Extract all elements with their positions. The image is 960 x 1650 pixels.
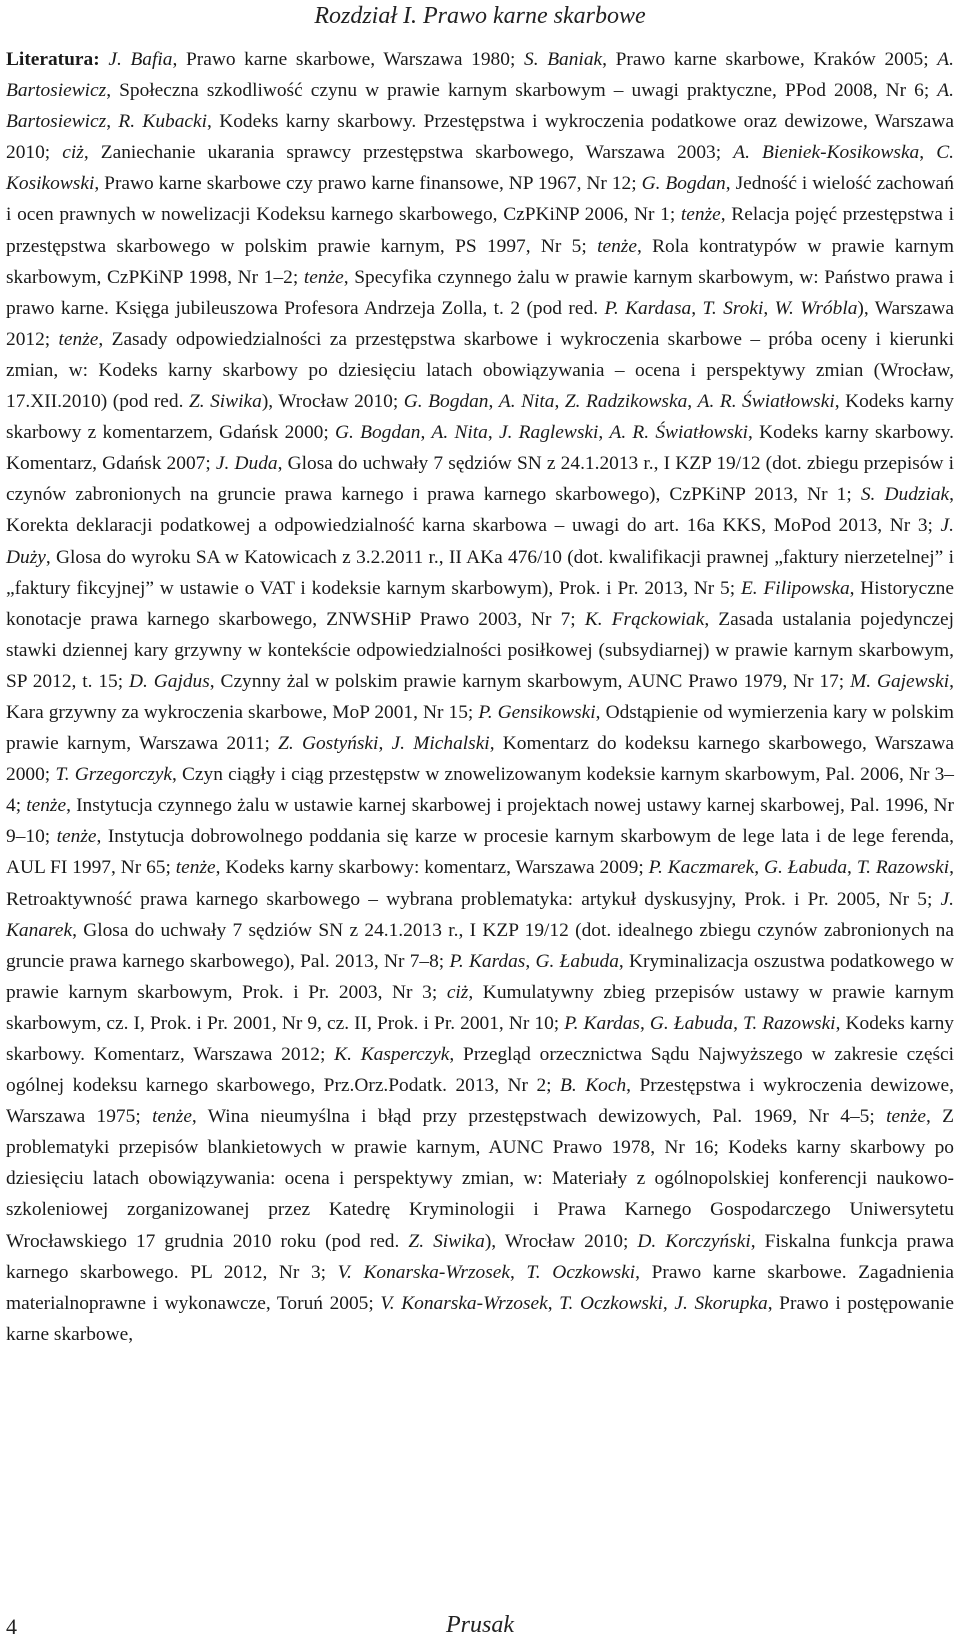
author-name: J. Duda [215, 453, 278, 475]
author-name: P. Kardas [449, 950, 526, 972]
author-name: A. Nita [498, 391, 555, 413]
citation-text: , Glosa do wyroku SA w Katowicach z 3.2.2011 r., II AKa 476/10 (dot. kwalifikacji prawnej „faktury nierzetelnej” i „faktury fikcyjnej” w ustawie o VAT i kodeksie karnym skarbowym), Prok. i Pr. 2013, Nr 5; [6, 546, 954, 599]
citation-text: , Kodeks karny skarbowy. Komentarz, Gdańsk 2007; [6, 422, 954, 475]
citation-text: , Specyfika czynnego żalu w prawie karnym skarbowym, w: Państwo prawa i prawo karne. Księga jubileuszowa Profesora Andrzeja Zolla, t. 2 (pod red. [6, 266, 954, 319]
author-name: J. Skorupka [674, 1292, 768, 1314]
author-name: G. Bogdan [403, 391, 489, 413]
citation-text: , Historyczne konotacje prawa karnego skarbowego, ZNWSHiP Prawo 2003, Nr 7; [6, 577, 954, 630]
citation-text: , Prawo karne skarbowe, Kraków 2005; [602, 49, 938, 70]
citation-text: , [106, 111, 119, 133]
author-name: S. Baniak [524, 49, 603, 70]
author-name: G. Łabuda [649, 1012, 734, 1034]
author-name: J. Kanarek [6, 888, 954, 941]
citation-text: , [754, 857, 765, 879]
author-name: V. Konarska-Wrzosek [337, 1261, 510, 1283]
citation-text: , Kodeks karny skarbowy: komentarz, Warszawa 2009; [215, 857, 649, 879]
citation-text: , Retroaktywność prawa karnego skarbowego – wybrana problematyka: artykuł dyskusyjny, Prok. i Pr. 2005, Nr 5; [6, 857, 955, 910]
citation-text: , Kryminalizacja oszustwa podatkowego w prawie karnym skarbowym, Prok. i Pr. 2003, Nr 3; [6, 950, 954, 1003]
author-name: A. Bartosiewicz [6, 80, 954, 133]
citation-text: , [763, 297, 775, 319]
author-name: B. Koch [560, 1075, 627, 1097]
citation-text: , Kumulatywny zbieg przepisów ustawy w prawie karnym skarbowym, cz. I, Prok. i Pr. 2001, Nr 9, cz. II, Prok. i Pr. 2001, Nr 10; [6, 981, 954, 1034]
author-name: A. Bartosiewicz [6, 49, 954, 102]
literature-label: Literatura: [6, 49, 100, 70]
author-name: tenże [597, 235, 637, 257]
author-name: A. R. Światłowski [697, 391, 835, 413]
author-name: R. Kubacki [118, 111, 208, 133]
citation-text: , Kara grzywny za wykroczenia skarbowe, MoP 2001, Nr 15; [6, 670, 954, 723]
author-name: P. Kaczmarek [648, 857, 755, 879]
author-name: Z. Radzikowska [564, 391, 688, 413]
author-name: tenże [680, 204, 721, 226]
citation-text: , Zasady odpowiedzialności za przestępstwa skarbowe i wykroczenia skarbowe – próba oceny i kierunki zmian, w: Kodeks karny skarbowy po dziesięciu latach obowiązywania – ocena i perspektywy zmian (Wrocław, 17.XII.2010) (pod red. [6, 328, 954, 413]
citation-text: , Prawo i postępowanie karne skarbowe, [6, 1292, 954, 1345]
citation-text: , Kodeks karny skarbowy. Przestępstwa i wykroczenia podatkowe oraz dewizowe, Warszawa 2010; [6, 111, 954, 164]
citation-text: , [733, 1012, 744, 1034]
citation-text: , Wina nieumyślna i błąd przy przestępstwach dewizowych, Pal. 1969, Nr 4–5; [191, 1106, 887, 1128]
author-name: tenże [175, 857, 216, 879]
citation-text: , [547, 1292, 560, 1314]
citation-text: , [554, 391, 565, 413]
author-name: A. Bieniek-Kosikowska [733, 142, 920, 164]
citation-text: , [525, 950, 536, 972]
citation-text: , Instytucja dobrowolnego poddania się karze w procesie karnym skarbowym de lege lata i de lege ferenda, AUL FI 1997, Nr 65; [6, 826, 954, 879]
citation-text: , [509, 1261, 527, 1283]
author-name: tenże [152, 1106, 192, 1128]
author-name: Z. Gostyński [278, 733, 379, 755]
author-name: Z. Siwika [188, 391, 262, 413]
citation-text: , Relacja pojęć przestępstwa i przestępstwa skarbowego w polskim prawie karnym, PS 1997, Nr 5; [6, 204, 954, 257]
author-name: T. Razowski [743, 1012, 836, 1034]
citation-text: , [487, 422, 499, 444]
author-name: J. Raglewski [498, 422, 599, 444]
author-name: P. Kardas [564, 1012, 640, 1034]
author-name: D. Korczyński [637, 1230, 751, 1252]
citation-text: , [691, 297, 703, 319]
citation-text: , [488, 391, 499, 413]
citation-text: , [378, 733, 392, 755]
author-name: G. Bogdan [335, 422, 421, 444]
author-name: tenże [26, 795, 67, 817]
citation-text: , Glosa do uchwały 7 sędziów SN z 24.1.2013 r., I KZP 19/12 (dot. zbiegu przepisów i czynów zabronionych na gruncie prawa karnego i prawa karnego skarbowego), CzPKiNP 2013, Nr 1; [6, 453, 954, 506]
citation-text: , [919, 142, 937, 164]
running-header: Rozdział I. Prawo karne skarbowe [314, 3, 646, 29]
author-name: P. Kardasa [604, 297, 692, 319]
author-name: A. R. Światłowski [609, 422, 748, 444]
citation-text: , Fiskalna funkcja prawa karnego skarbowego. PL 2012, Nr 3; [6, 1230, 954, 1283]
citation-text: , Komentarz do kodeksu karnego skarbowego, Warszawa 2000; [6, 733, 954, 786]
author-name: tenże [56, 826, 97, 848]
citation-text: , Przegląd orzecznictwa Sądu Najwyższego w zakresie części ogólnej kodeksu karnego skarbowego, Prz.Orz.Podatk. 2013, Nr 2; [6, 1044, 954, 1097]
author-name: Z. Siwika [408, 1230, 485, 1252]
citation-text: , [598, 422, 610, 444]
citation-text: , Jedność i wielość zachowań i ocen prawnych w nowelizacji Kodeksu karnego skarbowego, CzPKiNP 2006, Nr 1; [6, 173, 954, 226]
citation-text: , Instytucja czynnego żalu w ustawie karnej skarbowej i projektach nowej ustawy karnej skarbowej, Pal. 1996, Nr 9–10; [6, 795, 954, 848]
page-number: 4 [6, 1614, 17, 1639]
author-name: T. Oczkowski [526, 1261, 636, 1283]
author-name: ciż [446, 981, 469, 1003]
author-name: T. Oczkowski [559, 1292, 663, 1314]
author-name: V. Konarska-Wrzosek [380, 1292, 548, 1314]
author-name: J. Duży [6, 515, 954, 568]
citation-text: , Czynny żal w polskim prawie karnym skarbowym, AUNC Prawo 1979, Nr 17; [209, 670, 851, 692]
citation-text: , Rola kontratypów w prawie karnym skarbowym, CzPKiNP 1998, Nr 1–2; [6, 235, 955, 288]
author-name: tenże [303, 266, 344, 288]
citation-text: , Prawo karne skarbowe czy prawo karne finansowe, NP 1967, Nr 12; [94, 173, 642, 195]
author-name: M. Gajewski [850, 670, 950, 692]
author-name: T. Sroki [702, 297, 764, 319]
citation-text: ), Wrocław 2010; [261, 391, 404, 413]
author-name: P. Gensikowski [478, 701, 596, 723]
citation-text: , Glosa do uchwały 7 sędziów SN z 24.1.2013 r., I KZP 19/12 (dot. idealnego zbiegu czynów zabronionych na gruncie prawa karnego skarbowego), Pal. 2013, Nr 7–8; [6, 919, 954, 972]
author-name: C. Kosikowski [6, 142, 954, 195]
citation-text: , [639, 1012, 650, 1034]
author-name: J. Michalski [391, 733, 490, 755]
citation-text: , Odstąpienie od wymierzenia kary w polskim prawie karnym, Warszawa 2011; [6, 701, 954, 755]
author-name: A. Nita [431, 422, 488, 444]
citation-text: ), Wrocław 2010; [484, 1230, 638, 1252]
author-name: G. Łabuda [764, 857, 848, 879]
citation-text: , Przestępstwa i wykroczenia dewizowe, Warszawa 1975; [6, 1075, 954, 1128]
author-name: tenże [58, 328, 99, 350]
citation-text: , Kodeks karny skarbowy z komentarzem, Gdańsk 2000; [6, 391, 954, 444]
author-name: T. Grzegorczyk [55, 764, 172, 786]
author-name: G. Bogdan [641, 173, 726, 195]
author-name: G. Łabuda [535, 950, 619, 972]
literature-paragraph [6, 44, 954, 1350]
author-name: tenże [886, 1106, 926, 1128]
author-name: J. Bafia [108, 49, 173, 70]
citation-text: , Czyn ciągły i ciąg przestępstw w znowelizowanym kodeksie karnym skarbowym, Pal. 2006, Nr 3–4; [6, 764, 954, 817]
citation-text: , Kodeks karny skarbowy. Komentarz, Warszawa 2012; [6, 1012, 954, 1065]
citation-text: , Zasada ustalania pojedynczej stawki dziennej kary grzywny w kontekście odpowiedzialności posiłkowej (subsydiarnej) w prawie karnym skarbowym, SP 2012, t. 15; [6, 608, 954, 692]
citation-text: , Z problematyki przepisów blankietowych w prawie karnym, AUNC Prawo 1978, Nr 16; Kodeks karny skarbowy po dziesięciu latach obowiązywania: ocena i perspektywy zmian, w: Materiały z ogólnopolskiej konferencji naukowo-szkoleniowej zorganizowanej przez Katedrę Kryminologii i Prawa Karnego Gospodarczego Uniwersytetu Wrocławskiego 17 grudnia 2010 roku (pod red. [6, 1106, 954, 1252]
author-name: K. Kasperczyk [334, 1044, 450, 1065]
author-name: D. Gajdus [129, 670, 210, 692]
footer-author: Prusak [446, 1612, 514, 1638]
author-name: E. Filipowska [740, 577, 850, 599]
author-name: W. Wróbla [774, 297, 858, 319]
citation-text: , [662, 1292, 675, 1314]
citation-text: , [847, 857, 857, 879]
citation-text: , [687, 391, 698, 413]
citation-text: ), Warszawa 2012; [6, 297, 954, 350]
author-name: T. Razowski [856, 857, 950, 879]
citation-text: , Prawo karne skarbowe. Zagadnienia materialnoprawne i wykonawcze, Toruń 2005; [6, 1261, 954, 1314]
citation-text: , Korekta deklaracji podatkowej a odpowiedzialność karna skarbowa – uwagi do art. 16a KKS, MoPod 2013, Nr 3; [6, 484, 954, 537]
citation-text: , Społeczna szkodliwość czynu w prawie karnym skarbowym – uwagi praktyczne, PPod 2008, Nr 6; [106, 80, 938, 102]
author-name: ciż [62, 142, 84, 164]
citation-text: , [420, 422, 432, 444]
author-name: K. Frąckowiak [584, 608, 705, 630]
literature-body [6, 49, 954, 1345]
citation-text: , Zaniechanie ukarania sprawcy przestępstwa skarbowego, Warszawa 2003; [83, 142, 734, 164]
author-name: S. Dudziak [860, 484, 950, 506]
citation-text: , Prawo karne skarbowe, Warszawa 1980; [172, 49, 524, 70]
